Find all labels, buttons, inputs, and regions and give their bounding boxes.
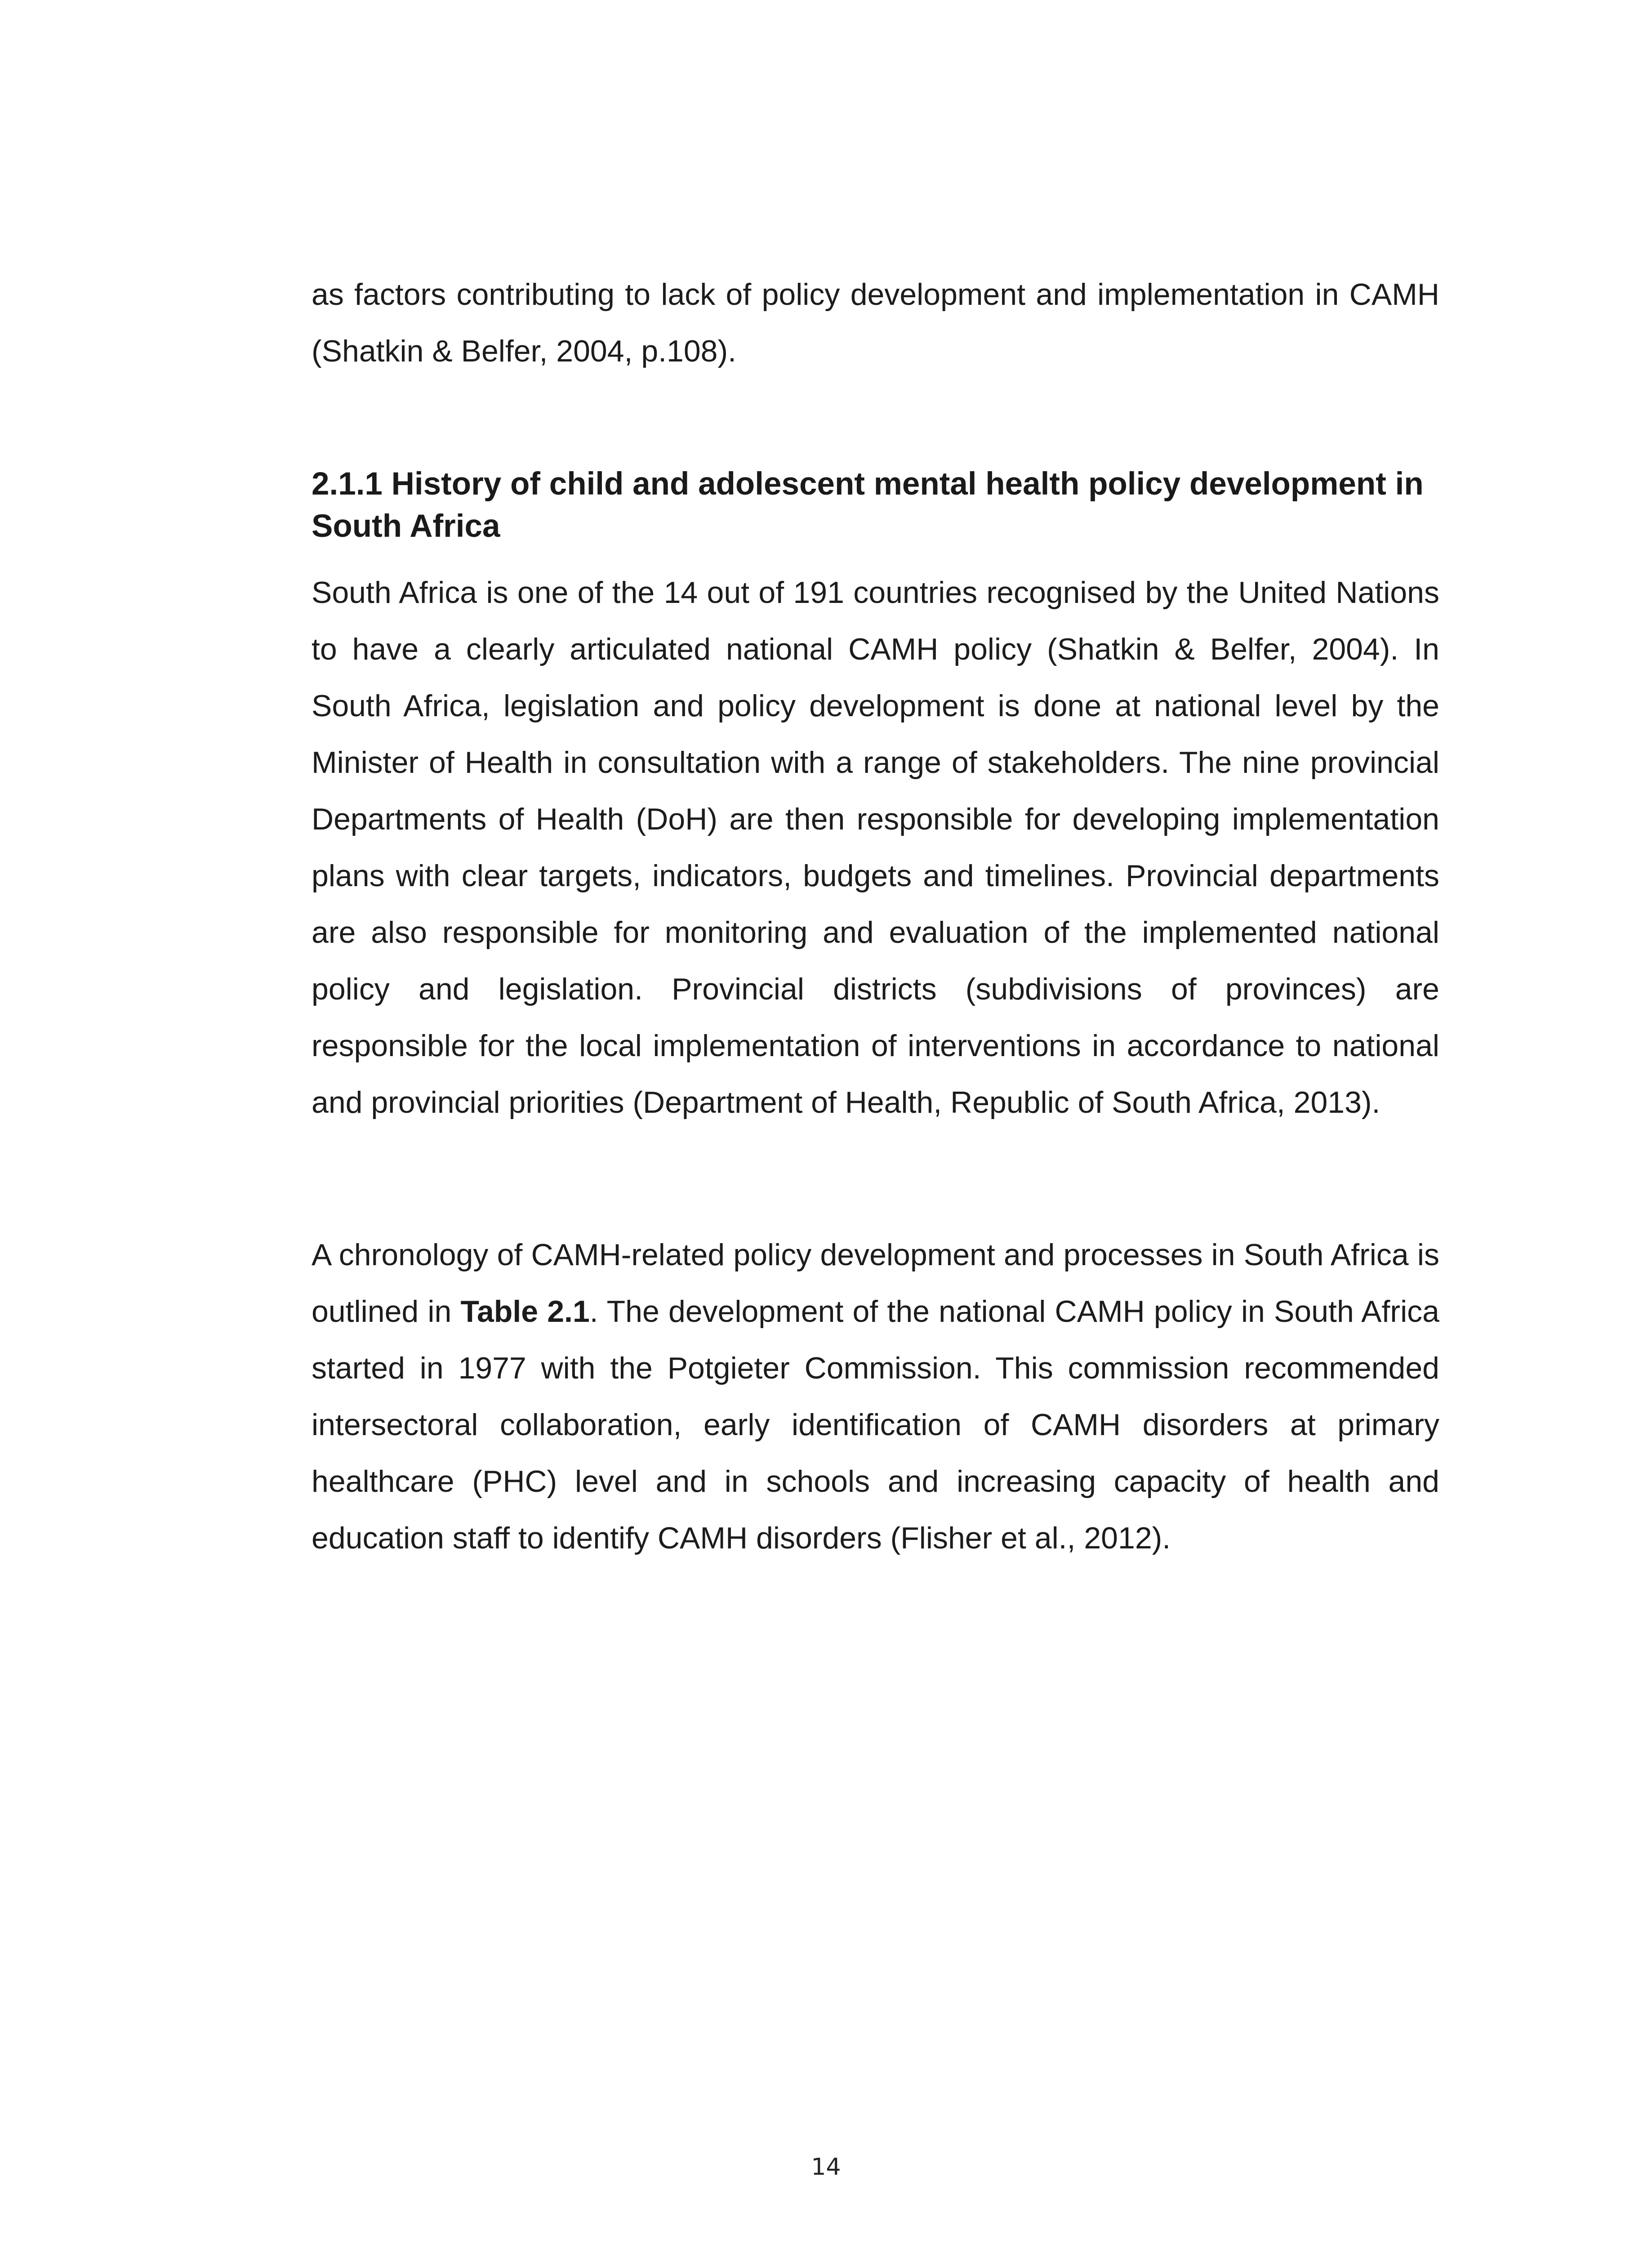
paragraph-text-after-ref: . The development of the national CAMH policy in South Africa started in 1977 with the Potgieter Commission. This commission recommended intersectoral collaboration, early identification of CAMH disorders at primary healthcare (PHC) level and in schools and increasing capacity of health and education staff to identify CAMH disorders (Flisher et al., 2012). <box>312 1294 1440 1555</box>
paragraph-text-before-ref: A chronology of CAMH-related policy development and processes in South Africa is outlined in <box>312 1238 1439 1329</box>
intro-paragraph: as factors contributing to lack of policy development and implementation in CAMH (Shatkin & Belfer, 2004, p.108). <box>312 277 1439 368</box>
page-number: 14 <box>811 2154 841 2181</box>
table-reference: Table 2.1 <box>460 1294 590 1329</box>
section-heading: 2.1.1 History of child and adolescent mental health policy development in South Africa <box>312 466 1424 544</box>
body-paragraph-chronology <box>312 1227 1439 1566</box>
body-paragraph-policy-structure: South Africa is one of the 14 out of 191 countries recognised by the United Nations to have a clearly articulated national CAMH policy (Shatkin & Belfer, 2004). In South Africa, legislation and policy development is done at national level by the Minister of Health in consultation with a range of stakeholders. The nine provincial Departments of Health (DoH) are then responsible for developing implementation plans with clear targets, indicators, budgets and timelines. Provincial departments are also responsible for monitoring and evaluation of the implemented national policy and legislation. Provincial districts (subdivisions of provinces) are responsible for the local implementation of interventions in accordance to national and provincial priorities (Department of Health, Republic of South Africa, 2013). <box>312 575 1439 1120</box>
